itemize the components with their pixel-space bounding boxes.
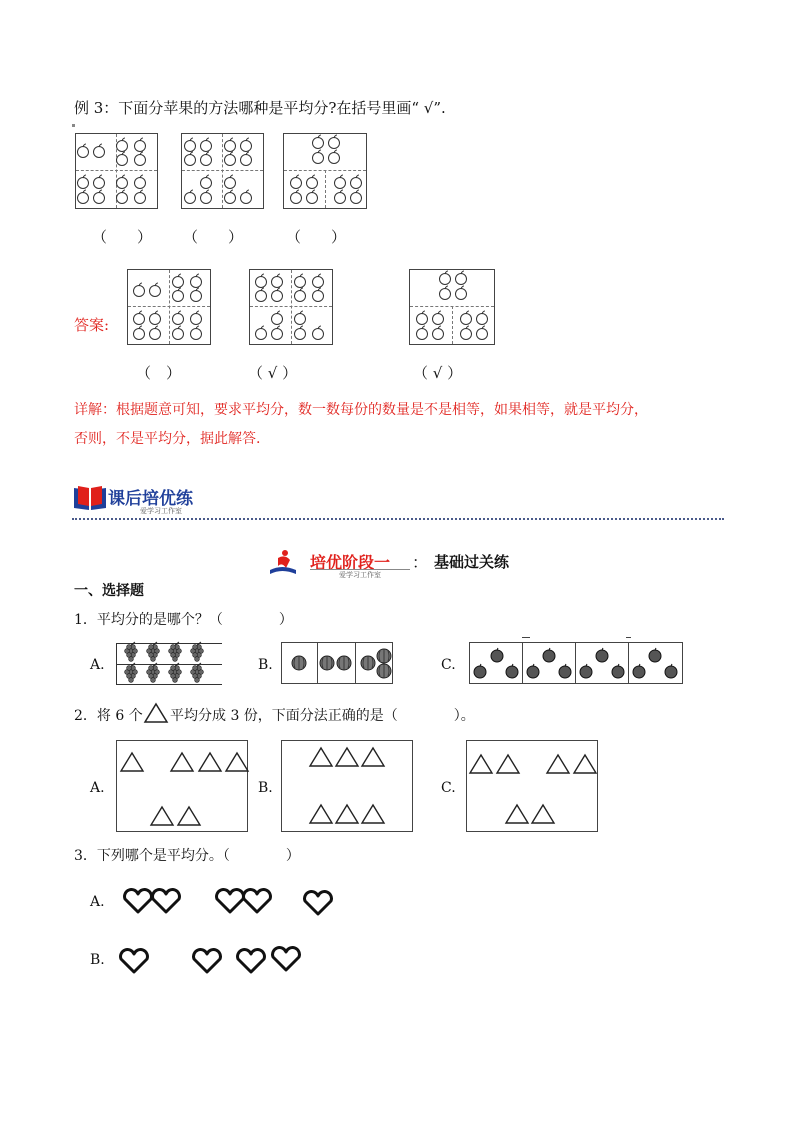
q2-option-b-label: B. (258, 780, 273, 796)
blank-3: （ ） (286, 228, 347, 246)
heart-icon (244, 890, 271, 912)
detail-line-1: 详解：根据题意可知，要求平均分，数一数每份的数量是不是相等，如果相等，就是平均分， (74, 402, 648, 418)
blank-1: （ ） (92, 228, 153, 246)
grapes-icon (125, 663, 138, 682)
heart-icon (217, 890, 244, 912)
grapes-icon (147, 663, 160, 682)
q1-option-b-label: B. (258, 657, 273, 673)
triangle-icon (144, 703, 168, 723)
question-1-text: 1．平均分的是哪个？（ ） (74, 612, 293, 628)
grapes-icon (191, 642, 204, 661)
heart-icon (194, 950, 221, 972)
banner-subtitle: 爱学习工作室 (140, 507, 182, 515)
watermelon-icon (337, 656, 351, 670)
grapes-icon (147, 642, 160, 661)
answer-mark-2: （ √ ） (248, 364, 298, 382)
stage-subtitle: 基础过关练 (434, 553, 510, 571)
q3-option-a-label: A. (90, 894, 105, 910)
question-3-text: 3．下列哪个是平均分。（ ） (74, 848, 300, 864)
grapes-icon (169, 663, 182, 682)
watermelon-icon (361, 656, 375, 670)
question-2-text-before: 2．将 6 个 (74, 708, 143, 724)
answer-label: 答案: (74, 316, 110, 334)
q3-option-b-label: B. (90, 952, 105, 968)
blank-2: （ ） (183, 228, 244, 246)
q1-option-c-label: C. (441, 657, 456, 673)
banner-title: 课后培优练 (108, 489, 193, 509)
heart-icon (273, 948, 300, 970)
grapes-icon (125, 642, 138, 661)
example-title: 例 3：下面分苹果的方法哪种是平均分?在括号里画“ √”. (74, 99, 446, 117)
q1-option-a-label: A. (90, 657, 105, 673)
answer-mark-1: （ ） (136, 364, 182, 382)
watermelon-icon (292, 656, 306, 670)
q2-option-a-label: A. (90, 780, 105, 796)
stage-colon: ： (412, 553, 429, 572)
book-logo-icon (72, 484, 108, 512)
banner-divider (72, 518, 724, 520)
heart-icon (125, 890, 152, 912)
detail-line-2: 否则，不是平均分，据此解答. (74, 431, 261, 447)
heart-icon (305, 892, 332, 914)
heart-icon (238, 950, 265, 972)
answer-mark-3: （ √ ） (413, 364, 463, 382)
stage-title: 培优阶段一 (310, 553, 391, 572)
watermelon-icon (320, 656, 334, 670)
q2-option-b-figure (281, 740, 413, 832)
question-2-text-after: 平均分成 3 份，下面分法正确的是（ ）。 (170, 708, 475, 724)
heart-icon (121, 950, 148, 972)
stage-tag: 爱学习工作室 (310, 569, 410, 580)
hearts-b (0, 0, 1, 1)
reading-figure-icon (268, 548, 298, 576)
grapes-icon (169, 642, 182, 661)
section-heading: 一、选择题 (74, 583, 144, 599)
watermelon-icon (377, 664, 391, 678)
grapes-icon (191, 663, 204, 682)
watermelon-icon (377, 649, 391, 663)
stray-dot (72, 124, 75, 127)
q2-option-c-label: C. (441, 780, 456, 796)
q2-option-c-figure (466, 740, 598, 832)
heart-icon (153, 890, 180, 912)
